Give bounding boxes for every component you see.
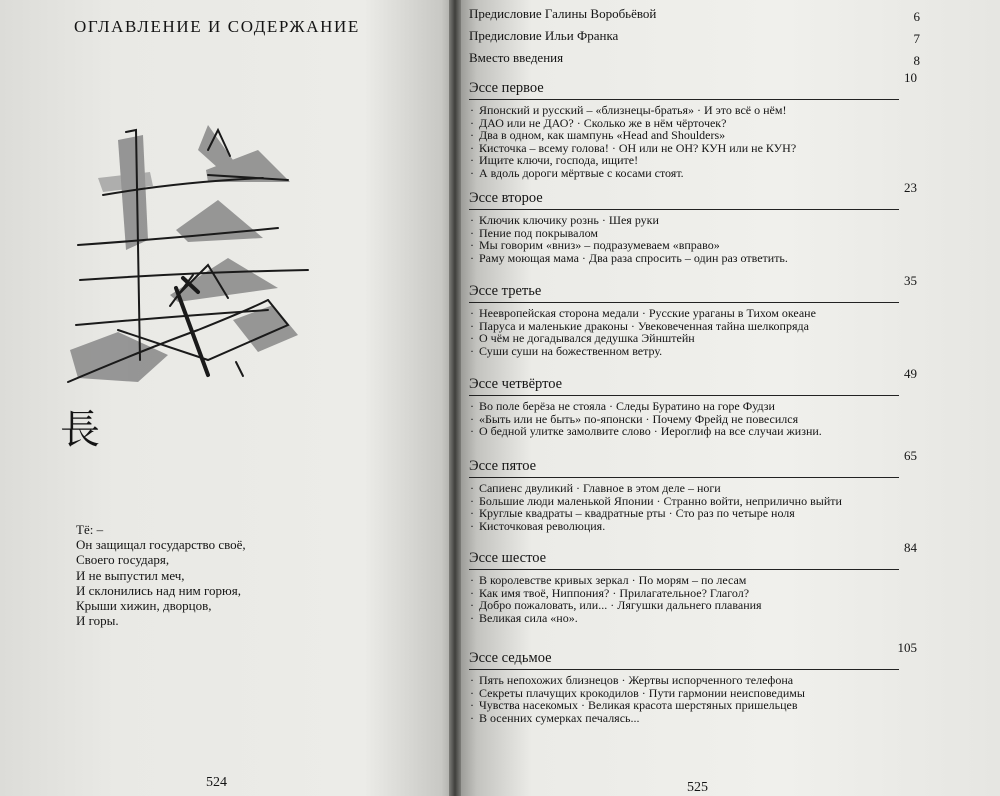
divider <box>469 395 899 396</box>
topic-text: Чувства насекомых <box>479 698 578 713</box>
topic-text: В осенних сумерках печалясь... <box>479 710 640 725</box>
divider <box>469 302 899 303</box>
essay-title: Эссе седьмое <box>469 650 552 666</box>
topic-text: О чём не догадывался дедушка Эйнштейн <box>479 331 695 346</box>
separator: · <box>610 598 615 613</box>
separator: · <box>576 115 581 130</box>
essay-title: Эссе пятое <box>469 458 537 474</box>
separator: · <box>581 698 585 713</box>
list-item <box>469 345 917 358</box>
essay-page-number: 84 <box>904 540 917 555</box>
essay-topics <box>469 482 917 532</box>
separator: · <box>611 140 616 155</box>
separator: · <box>576 481 581 495</box>
essay-title: Эссе шестое <box>469 550 547 566</box>
poem <box>76 522 246 628</box>
essay-section <box>469 366 917 439</box>
poem-line: И горы. <box>76 613 119 629</box>
brush-calligraphy-illustration <box>58 120 328 390</box>
toc-entry-title: Предисловие Ильи Франка <box>469 28 619 43</box>
topic-text: О бедной улитке замолвите слово <box>479 424 651 439</box>
poem-line: Он защищал государство своё, <box>76 537 246 553</box>
toc-entry-page: 8 <box>913 53 920 68</box>
topic-text: Лягушки дальнего плавания <box>617 598 762 613</box>
topic-text: Ищите ключи, господа, ищите! <box>479 153 639 168</box>
topic-text: Японский и русский – «близнецы-братья» <box>479 103 694 117</box>
essay-page-number: 23 <box>904 180 917 195</box>
topic-text: Большие люди маленькой Японии <box>479 493 654 508</box>
separator: · <box>645 411 650 426</box>
separator: · <box>656 493 661 508</box>
essay-section <box>469 70 917 180</box>
topic-text: Во поле берёза не стояла <box>479 399 607 413</box>
topic-text: Как имя твоё, Ниппония? <box>479 585 610 600</box>
topic-text: Пение под покрывалом <box>479 225 598 240</box>
topic-text: Следы Буратино на горе Фудзи <box>616 399 775 413</box>
essay-title: Эссе четвёртое <box>469 376 563 392</box>
topic-text: Раму моющая мама <box>479 250 579 265</box>
list-item <box>469 425 917 438</box>
essay-topics <box>469 214 917 264</box>
topic-text: «Быть или не быть» по-японски <box>479 411 643 426</box>
topic-text: Сколько же в нём чёрточек? <box>583 115 727 130</box>
list-item <box>469 167 917 180</box>
kanji-character: 長 <box>60 407 100 453</box>
topic-text: Круглые квадраты – квадратные рты <box>479 506 666 521</box>
topic-text: Добро пожаловать, или... <box>479 598 608 613</box>
topic-text: Кисточковая революция. <box>479 518 606 533</box>
topic-text: Паруса и маленькие драконы <box>479 318 628 333</box>
essay-section <box>469 273 917 358</box>
topic-text: Два в одном, как шампунь «Head and Shoulders» <box>479 128 726 143</box>
topic-text: Великая красота шерстяных пришельцев <box>588 698 798 713</box>
topic-text: Главное в этом деле – ноги <box>583 481 721 495</box>
toc-entry-title: Предисловие Галины Воробьёвой <box>469 6 657 21</box>
essay-section <box>469 640 917 725</box>
separator: · <box>601 213 606 227</box>
topic-text: Почему Фрейд не повесился <box>652 411 799 426</box>
page-number: 524 <box>206 775 227 790</box>
topic-text: ДАО или не ДАО? <box>479 115 574 130</box>
separator: · <box>641 306 646 320</box>
topic-text: По морям – по лесам <box>638 573 747 587</box>
list-item <box>469 252 917 265</box>
poem-line: Крыши хижин, дворцов, <box>76 598 212 614</box>
divider <box>469 569 899 570</box>
divider <box>469 669 899 670</box>
separator: · <box>630 318 635 333</box>
essay-page-number: 10 <box>904 70 917 85</box>
poem-line: Тё: – <box>76 522 104 537</box>
separator: · <box>621 673 626 687</box>
topic-text: Русские ураганы в Тихом океане <box>648 306 816 320</box>
essay-section <box>469 540 917 625</box>
topic-text: Шея руки <box>608 213 659 227</box>
poem-line: Своего государя, <box>76 552 170 568</box>
essay-page-number: 35 <box>904 273 917 288</box>
right-page <box>455 0 1000 796</box>
topic-text: Странно войти, неприлично выйти <box>663 493 842 508</box>
topic-text: Великая сила «но». <box>479 610 578 625</box>
topic-text: И это всё о нём! <box>703 103 787 117</box>
topic-text: Неевропейская сторона медали <box>479 306 639 320</box>
topic-text: Кисточка – всему голова! <box>479 140 609 155</box>
essay-section <box>469 448 917 533</box>
separator: · <box>631 573 636 587</box>
topic-text: А вдоль дороги мёртвые с косами стоят. <box>479 165 684 180</box>
topic-text: Ключик ключику рознь <box>479 213 599 227</box>
separator: · <box>612 585 617 600</box>
toc-entry-page: 7 <box>913 31 920 46</box>
topic-text: ОН или не ОН? КУН или не КУН? <box>618 140 797 155</box>
essay-topics <box>469 104 917 180</box>
toc-entry-page: 6 <box>913 9 920 24</box>
topic-text: Мы говорим «вниз» – подразумеваем «вправо» <box>479 238 720 253</box>
divider <box>469 99 899 100</box>
essay-topics <box>469 574 917 624</box>
topic-text: Суши суши на божественном ветру. <box>479 343 663 358</box>
essay-page-number: 105 <box>897 640 917 655</box>
topic-text: Жертвы испорченного телефона <box>628 673 794 687</box>
topic-text: Секреты плачущих крокодилов <box>479 685 639 700</box>
left-page <box>0 0 455 796</box>
list-item <box>469 612 917 625</box>
topic-text: Увековеченная тайна шелкопряда <box>637 318 809 333</box>
page-number: 525 <box>687 780 708 795</box>
separator: · <box>668 506 673 521</box>
separator: · <box>696 103 701 117</box>
essay-section <box>469 180 917 265</box>
essay-page-number: 49 <box>904 366 917 381</box>
separator: · <box>653 424 658 439</box>
topic-text: Два раза спросить – один раз ответить. <box>588 250 788 265</box>
list-item <box>469 712 917 725</box>
topic-text: Прилагательное? Глагол? <box>619 585 750 600</box>
essay-topics <box>469 674 917 724</box>
separator: · <box>641 685 646 700</box>
topic-text: Иероглиф на все случаи жизни. <box>660 424 822 439</box>
poem-line: И не выпустил меч, <box>76 567 185 583</box>
topic-text: Сто раз по четыре ноля <box>675 506 795 521</box>
essay-title: Эссе второе <box>469 190 543 206</box>
separator: · <box>609 399 614 413</box>
essay-page-number: 65 <box>904 448 917 463</box>
book-spine <box>449 0 461 796</box>
toc-entry-title: Вместо введения <box>469 50 564 65</box>
topic-text: Сапиенс двуликий <box>479 481 574 495</box>
divider <box>469 477 899 478</box>
separator: · <box>581 250 586 265</box>
essay-topics <box>469 307 917 357</box>
list-item <box>469 520 917 533</box>
essay-topics <box>469 400 917 438</box>
essay-title: Эссе третье <box>469 283 542 299</box>
topic-text: Пять непохожих близнецов <box>479 673 619 687</box>
divider <box>469 209 899 210</box>
topic-text: В королевстве кривых зеркал <box>479 573 629 587</box>
topic-text: Пути гармонии неисповедимы <box>648 685 805 700</box>
poem-line: И склонились над ним горюя, <box>76 582 241 598</box>
page-title: ОГЛАВЛЕНИЕ И СОДЕРЖАНИЕ <box>74 17 360 36</box>
essay-title: Эссе первое <box>469 80 544 96</box>
